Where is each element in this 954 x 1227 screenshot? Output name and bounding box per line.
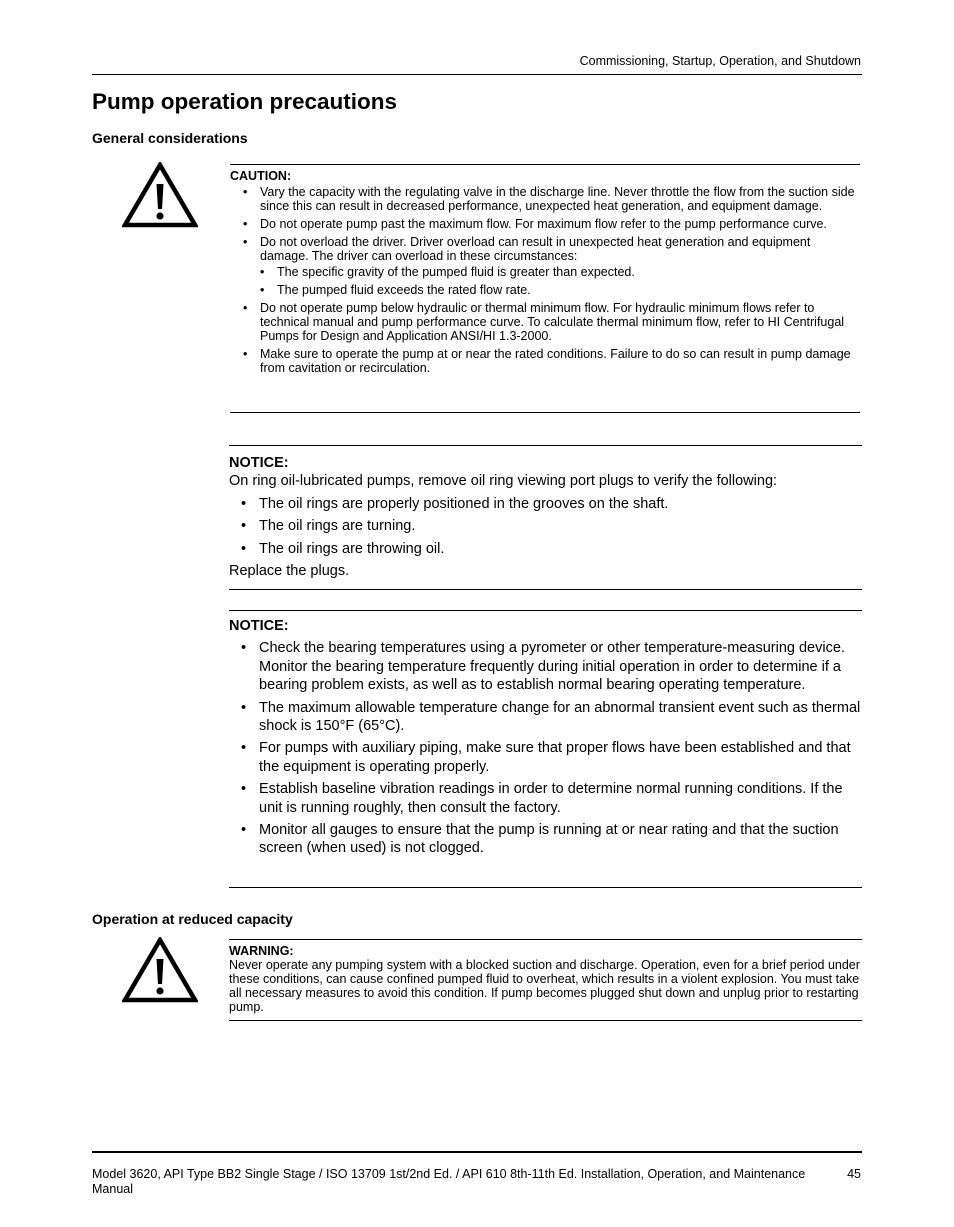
caution-item: • Vary the capacity with the regulating valve in the discharge line. Never throttle the flow from the suction side since this can result in decreased performance, unexpected heat generation, and equipment damage.	[230, 185, 860, 213]
notice-label: NOTICE:	[229, 618, 289, 634]
header-divider	[92, 74, 862, 75]
warning-text: Never operate any pumping system with a blocked suction and discharge. Operation, even for a brief period under these conditions, can cause confined pumped fluid to overheat, which results in a violent explosion. You must take all necessary measures to avoid this condition. If pump becomes plugged shut down and unplug prior to restarting pump.	[229, 958, 860, 1014]
notice-intro: On ring oil-lubricated pumps, remove oil ring viewing port plugs to verify the following:	[229, 473, 778, 490]
caution-item: • Do not operate pump below hydraulic or thermal minimum flow. For hydraulic minimum flows refer to technical manual and pump performance curve. To calculate thermal minimum flow, refer to HI Centrifugal Pumps for Design and Application ANSI/HI 1.3-2000.	[230, 301, 860, 343]
notice-item: • The maximum allowable temperature change for an abnormal transient event such as thermal shock is 150°F (65°C).	[229, 699, 862, 736]
caution-subitem: • The pumped fluid exceeds the rated flow rate.	[260, 283, 860, 297]
caution-item-text: Do not overload the driver. Driver overload can result in unexpected heat generation and equipment damage. The driver can overload in these circumstances:	[260, 235, 811, 263]
running-header: Commissioning, Startup, Operation, and Shutdown	[579, 54, 861, 68]
notice-item: • The oil rings are throwing oil.	[229, 540, 862, 558]
caution-list	[230, 185, 860, 375]
warning-label: WARNING:	[229, 944, 294, 958]
notice-item: • The oil rings are turning.	[229, 517, 862, 535]
page-number: 45	[847, 1167, 861, 1181]
warning-triangle-icon	[122, 937, 198, 1003]
section-heading-reduced-capacity: Operation at reduced capacity	[92, 911, 293, 927]
page-title: Pump operation precautions	[92, 89, 398, 114]
notice-item: • Check the bearing temperatures using a pyrometer or other temperature-measuring device. Monitor the bearing temperature frequently during initial operation in order to determine if a bearing problem exists, as well as to establish normal bearing operating temperature.	[229, 639, 862, 694]
section-heading-general-considerations: General considerations	[92, 130, 248, 146]
notice-item: • The oil rings are properly positioned in the grooves on the shaft.	[229, 495, 862, 513]
notice-label: NOTICE:	[229, 455, 289, 471]
notice-box-oil-rings	[229, 445, 862, 590]
caution-box	[230, 164, 860, 413]
footer-divider	[92, 1151, 862, 1153]
notice-item: • For pumps with auxiliary piping, make sure that proper flows have been established and that the equipment is operating properly.	[229, 739, 862, 776]
caution-label: CAUTION:	[230, 169, 292, 183]
notice-outro: Replace the plugs.	[229, 563, 350, 580]
warning-box	[229, 939, 862, 1021]
warning-triangle-icon	[122, 162, 198, 228]
caution-item-with-subitems	[230, 235, 860, 297]
footer-manual-title: Model 3620, API Type BB2 Single Stage / ISO 13709 1st/2nd Ed. / API 610 8th-11th Ed. Installation, Operation, and Maintenance Manual	[92, 1167, 806, 1196]
caution-subitem: • The specific gravity of the pumped fluid is greater than expected.	[260, 265, 860, 279]
notice-list	[229, 495, 862, 558]
caution-item: • Make sure to operate the pump at or near the rated conditions. Failure to do so can result in pump damage from cavitation or recirculation.	[230, 347, 860, 375]
caution-sublist	[260, 265, 860, 297]
notice-box-bearings	[229, 610, 862, 888]
notice-item: • Monitor all gauges to ensure that the pump is running at or near rating and that the suction screen (when used) is not clogged.	[229, 821, 862, 858]
notice-list	[229, 639, 862, 857]
caution-item: • Do not operate pump past the maximum flow. For maximum flow refer to the pump performance curve.	[230, 217, 860, 231]
notice-item: • Establish baseline vibration readings in order to determine normal running conditions. If the unit is running roughly, then consult the factory.	[229, 780, 862, 817]
